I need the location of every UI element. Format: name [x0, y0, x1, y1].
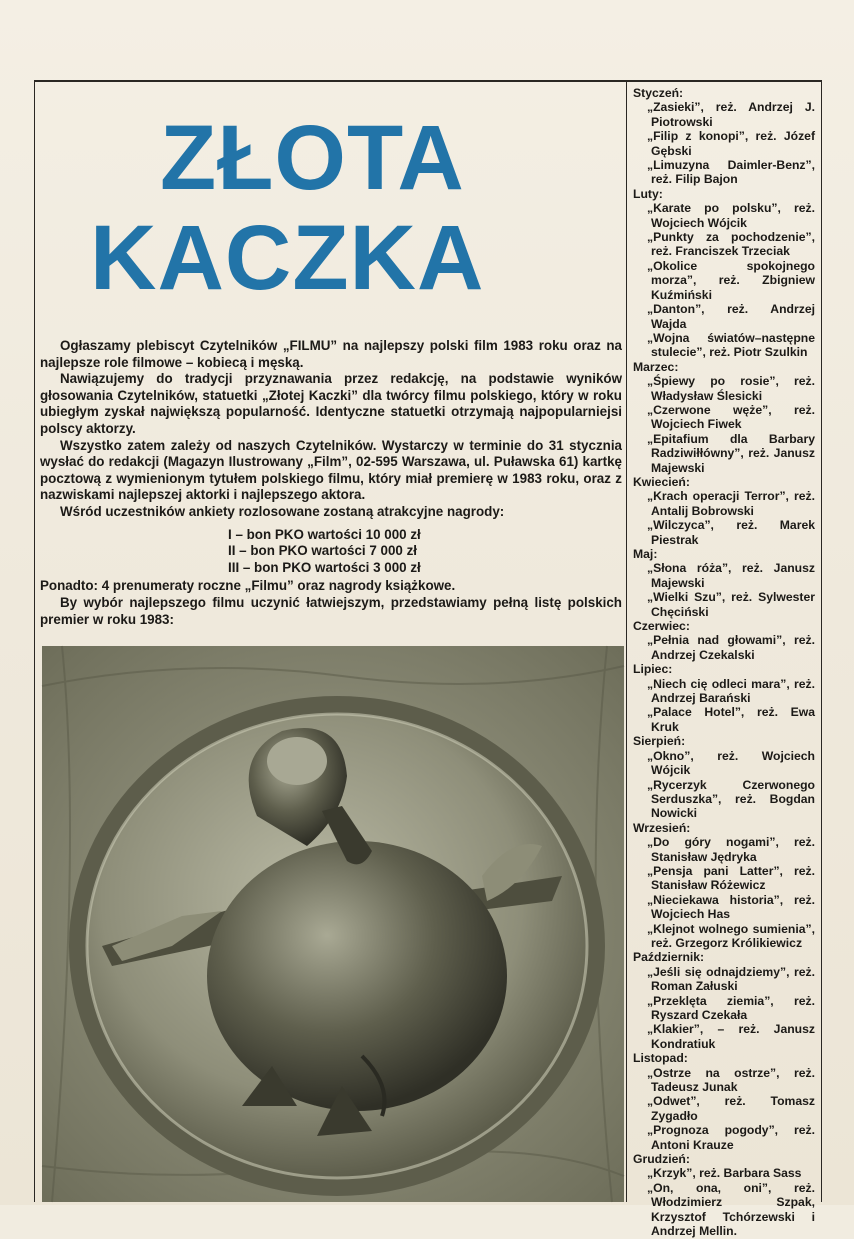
film-entry: „Punkty za pochodzenie”, reż. Franciszek Trzeciak — [647, 230, 815, 259]
month-heading: Czerwiec: — [633, 619, 690, 634]
month-heading: Styczeń: — [633, 86, 684, 100]
film-entry: „Pełnia nad głowami”, reż. Andrzej Czekalski — [647, 633, 815, 662]
month-heading: Marzec: — [633, 359, 679, 374]
film-entry: „Czerwone węże”, reż. Wojciech Fiwek — [647, 402, 815, 432]
film-entry: „Wojna światów–następne stulecie”, reż. Piotr Szulkin — [647, 330, 815, 360]
film-entry: „Krzyk”, reż. Barbara Sass — [647, 1166, 802, 1181]
month-heading: Wrzesień: — [633, 820, 691, 835]
film-entry: „Prognoza pogody”, reż. Antoni Krauze — [647, 1123, 815, 1152]
film-entry: „Ostrze na ostrze”, reż. Tadeusz Junak — [647, 1065, 815, 1095]
paragraph-5: Ponadto: 4 prenumeraty roczne „Filmu” oraz nagrody książkowe. — [40, 578, 456, 594]
film-entry: „Okolice spokojnego morza”, reż. Zbigniew Kuźmiński — [647, 258, 815, 302]
title-line-1: ZŁOTA — [160, 107, 465, 209]
month-heading: Maj: — [633, 547, 658, 561]
film-entry: „Słona róża”, reż. Janusz Majewski — [647, 561, 815, 590]
paragraph-6: By wybór najlepszego filmu uczynić łatwiejszym, przedstawiamy pełną listę polskich premier w roku 1983: — [40, 594, 622, 627]
film-entry: „Nieciekawa historia”, reż. Wojciech Has — [647, 892, 815, 922]
film-entry: „Filip z konopi”, reż. Józef Gębski — [647, 129, 815, 158]
film-entry: „Danton”, reż. Andrzej Wajda — [647, 302, 815, 331]
month-heading: Kwiecień: — [633, 474, 690, 489]
film-entry: „Limuzyna Daimler-Benz”, reż. Filip Bajon — [647, 158, 815, 187]
film-entry: „Klejnot wolnego sumienia”, reż. Grzegorz Królikiewicz — [647, 921, 815, 950]
page-title — [90, 108, 570, 308]
title-line-2: KACZKA — [90, 207, 485, 309]
prize-item: II – bon PKO wartości 7 000 zł — [228, 543, 418, 559]
paragraph-3: Wszystko zatem zależy od naszych Czytelników. Wystarczy w terminie do 31 stycznia wysłać do redakcji (Magazyn Ilustrowany „Film”, 02-595 Warszawa, ul. Puławska 61) kartkę pocztową z wymienionym tytułem polskiego filmu, który miał premierę w 1983 roku, oraz z nazwiskami najlepszej aktorki i najlepszego aktora. — [40, 437, 622, 503]
film-entry: „Epitafium dla Barbary Radziwiłłówny”, reż. Janusz Majewski — [647, 431, 815, 475]
film-entry: „Wilczyca”, reż. Marek Piestrak — [647, 518, 815, 547]
prize-item: I – bon PKO wartości 10 000 zł — [228, 526, 421, 542]
paragraph-4: Wśród uczestników ankiety rozlosowane zostaną atrakcyjne nagrody: — [60, 503, 505, 519]
film-entry: „Wielki Szu”, reż. Sylwester Chęciński — [647, 590, 815, 619]
film-entry: „Rycerzyk Czerwonego Serduszka”, reż. Bogdan Nowicki — [647, 777, 815, 821]
film-entry: „Śpiewy po rosie”, reż. Władysław Ślesicki — [647, 374, 815, 403]
paragraph-2: Nawiązujemy do tradycji przyznawania przez redakcję, na podstawie wyników głosowania Czytelników, statuetki „Złotej Kaczki” dla twórcy filmu polskiego, który w roku ubiegłym zyskał największą popularność. Identyczne statuetki otrzymają najpopularniejsi polscy aktorzy. — [40, 371, 622, 436]
film-entry: „Niech cię odleci mara”, reż. Andrzej Barański — [647, 676, 815, 706]
film-entry: „Pensja pani Latter”, reż. Stanisław Różewicz — [647, 863, 815, 893]
month-heading: Grudzień: — [633, 1152, 690, 1167]
prize-item: III – bon PKO wartości 3 000 zł — [228, 559, 421, 575]
month-heading: Październik: — [633, 950, 705, 965]
duck-relief-illustration — [42, 646, 624, 1202]
film-entry: „Odwet”, reż. Tomasz Zygadło — [647, 1094, 815, 1123]
film-entry: „Zasieki”, reż. Andrzej J. Piotrowski — [647, 100, 815, 129]
film-entry: „Do góry nogami”, reż. Stanisław Jędryka — [647, 835, 815, 864]
premieres-list — [626, 82, 822, 1239]
month-heading: Luty: — [633, 186, 663, 201]
paragraph-1: Ogłaszamy plebiscyt Czytelników „FILMU” na najlepszy polski film 1983 roku oraz na najlepsze role filmowe – kobiecą i męską. — [40, 338, 622, 370]
film-entry: „Klakier”, – reż. Janusz Kondratiuk — [647, 1022, 815, 1051]
film-entry: „Karate po polsku”, reż. Wojciech Wójcik — [647, 201, 815, 230]
golden-duck-statuette-photo — [42, 646, 624, 1202]
article-body — [40, 338, 622, 628]
film-entry: „Palace Hotel”, reż. Ewa Kruk — [647, 705, 815, 734]
month-heading: Lipiec: — [633, 662, 673, 677]
film-entry: „Okno”, reż. Wojciech Wójcik — [647, 748, 815, 778]
film-entry: „On, ona, oni”, reż. Włodzimierz Szpak, Krzysztof Tchórzewski i Andrzej Mellin. — [647, 1180, 815, 1239]
film-entry: „Przeklęta ziemia”, reż. Ryszard Czekała — [647, 993, 815, 1022]
month-heading: Sierpień: — [633, 734, 686, 749]
prize-list — [40, 527, 622, 577]
month-heading: Listopad: — [633, 1051, 688, 1066]
film-entry: „Jeśli się odnajdziemy”, reż. Roman Załuski — [647, 964, 815, 994]
film-entry: „Krach operacji Terror”, reż. Antalij Bobrowski — [647, 489, 815, 518]
